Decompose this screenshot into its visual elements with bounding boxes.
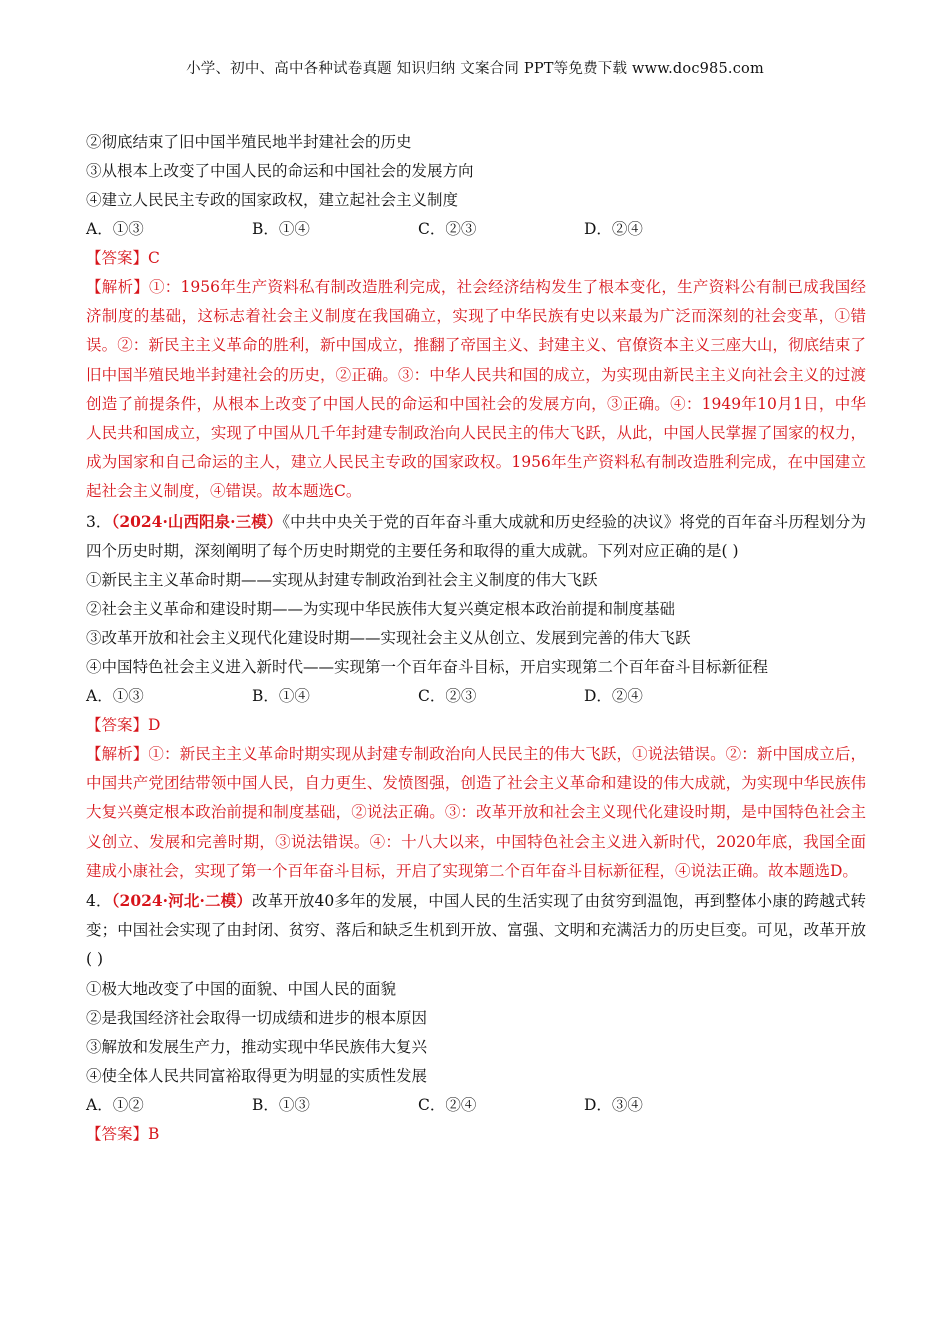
page-header: 小学、初中、高中各种试卷真题 知识归纳 文案合同 PPT等免费下载 www.doc985.com [186,61,764,77]
q2-analysis: 【解析】①：1956年生产资料私有制改造胜利完成，社会经济结构发生了根本变化，生产资料公有制已成我国经济制度的基础，这标志着社会主义制度在我国确立，实现了中华民族有史以来最为广泛而深刻的社会变革，①错误。②：新民主主义革命的胜利，新中国成立，推翻了帝国主义、封建主义、官僚资本主义三座大山，彻底结束了旧中国半殖民地半封建社会的历史，②正确。③：中华人民共和国的成立，为实现由新民主主义向社会主义的过渡创造了前提条件，从根本上改变了中国人民的命运和中国社会的发展方向，③正确。④：1949年10月1日，中华人民共和国成立，实现了中国从几千年封建专制政治向人民民主的伟大飞跃，从此，中国人民掌握了国家的权力，成为国家和自己命运的主人，建立人民民主专政的国家政权。1956年生产资料私有制改造胜利完成，在中国建立起社会主义制度，④错误。故本题选C。 [86,278,866,501]
q4-number: 4． [86,892,112,911]
q3-answer: 【答案】D [86,716,161,735]
q4-source: （2024·河北·二模） [111,891,252,911]
q4-statement-3: ③解放和发展生产力，推动实现中华民族伟大复兴 [86,1037,428,1056]
q2-options [86,215,866,244]
q4-stem [86,886,866,975]
q4-option-a: A．①② [86,1095,144,1114]
q3-statement-1: ①新民主主义革命时期——实现从封建专制政治到社会主义制度的伟大飞跃 [86,571,598,590]
q3-options [86,682,866,711]
q4-option-b: B．①③ [252,1095,310,1114]
q2-option-a: A．①③ [86,220,144,238]
q4-option-c: C．②④ [418,1095,477,1114]
q3-option-a: A．①③ [86,687,144,706]
q2-statement-3: ③从根本上改变了中国人民的命运和中国社会的发展方向 [86,162,474,180]
q3-stem [86,507,866,566]
q2-option-c: C．②③ [418,220,477,238]
q2-option-b: B．①④ [252,220,310,238]
q3-option-b: B．①④ [252,687,310,706]
q3-stem-text: 《中共中央关于党的百年奋斗重大成就和历史经验的决议》将党的百年奋斗历程划分为四个历史时期，深刻阐明了每个历史时期党的主要任务和取得的重大成就。下列对应正确的是( ) [86,512,866,560]
q3-statement-3: ③改革开放和社会主义现代化建设时期——实现社会主义从创立、发展到完善的伟大飞跃 [86,629,691,648]
document-body [86,128,866,1149]
q3-statement-4: ④中国特色社会主义进入新时代——实现第一个百年奋斗目标，开启实现第二个百年奋斗目标新征程 [86,658,769,677]
q4-answer: 【答案】B [86,1124,160,1143]
q4-statement-1: ①极大地改变了中国的面貌、中国人民的面貌 [86,979,397,998]
q2-answer: 【答案】C [86,249,160,267]
q2-statement-4: ④建立人民民主专政的国家政权，建立起社会主义制度 [86,191,459,209]
q3-analysis: 【解析】①：新民主主义革命时期实现从封建专制政治向人民民主的伟大飞跃，①说法错误。②：新中国成立后，中国共产党团结带领中国人民，自力更生、发愤图强，创造了社会主义革命和建设的伟大成就，为实现中华民族伟大复兴奠定根本政治前提和制度基础，②说法正确。③：改革开放和社会主义现代化建设时期，是中国特色社会主义创立、发展和完善时期，③说法错误。④：十八大以来，中国特色社会主义进入新时代，2020年底，我国全面建成小康社会，实现了第一个百年奋斗目标，开启了实现第二个百年奋斗目标新征程，④说法正确。故本题选D。 [86,745,866,880]
q4-statement-2: ②是我国经济社会取得一切成绩和进步的根本原因 [86,1008,428,1027]
q4-options [86,1091,866,1120]
q4-option-d: D．③④ [584,1095,643,1114]
q3-number: 3． [86,512,112,531]
q3-source: （2024·山西阳泉·三模） [111,511,283,531]
q2-statement-2: ②彻底结束了旧中国半殖民地半封建社会的历史 [86,133,412,151]
q4-statement-4: ④使全体人民共同富裕取得更为明显的实质性发展 [86,1066,428,1085]
q4-stem-text: 改革开放40多年的发展，中国人民的生活实现了由贫穷到温饱，再到整体小康的跨越式转变；中国社会实现了由封闭、贫穷、落后和缺乏生机到开放、富强、文明和充满活力的历史巨变。可见，改革开放( ) [86,892,867,969]
q2-option-d: D．②④ [584,220,643,238]
q3-statement-2: ②社会主义革命和建设时期——为实现中华民族伟大复兴奠定根本政治前提和制度基础 [86,600,676,619]
q3-option-d: D．②④ [584,687,643,706]
q3-option-c: C．②③ [418,687,477,706]
